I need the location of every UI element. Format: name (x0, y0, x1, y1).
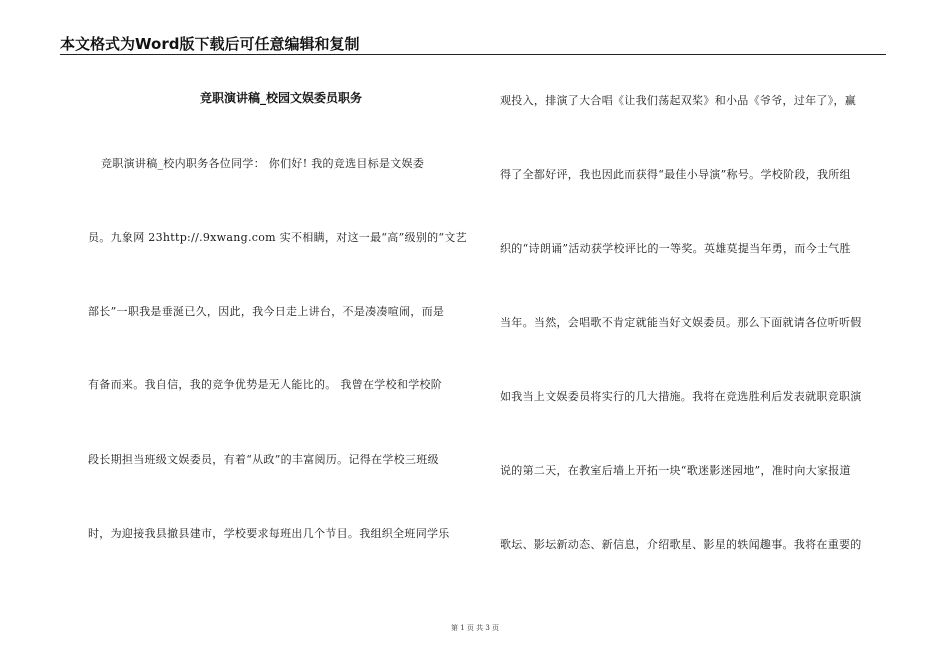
banner-divider (60, 54, 886, 55)
right-line-1: 观投入，排演了大合唱《让我们荡起双桨》和小品《爷爷，过年了》，赢 (500, 94, 857, 107)
right-line-2: 得了全都好评，我也因此而获得“最佳小导演”称号。学校阶段，我所组 (500, 168, 851, 181)
left-line-2: 员。九象网 23http://.9xwang.com 实不相瞒，对这一最“高”级别的“文艺 (88, 231, 467, 244)
right-line-6: 说的第二天，在教室后墙上开拓一块“歌迷影迷园地”，准时向大家报道 (500, 464, 851, 477)
right-line-4: 当年。当然，会唱歌不肯定就能当好文娱委员。那么下面就请各位听听假 (500, 316, 862, 329)
left-line-6: 时，为迎接我县撤县建市，学校要求每班出几个节目。我组织全班同学乐 (88, 527, 450, 540)
left-line-5: 段长期担当班级文娱委员，有着“从政”的丰富阅历。记得在学校三班级 (88, 453, 439, 466)
left-line-4: 有备而来。我自信，我的竞争优势是无人能比的。 我曾在学校和学校阶 (88, 378, 443, 391)
right-line-5: 如我当上文娱委员将实行的几大措施。我将在竞选胜利后发表就职竞职演 (500, 390, 862, 403)
document-title: 竞职演讲稿_校园文娱委员职务 (199, 91, 362, 105)
right-line-7: 歌坛、影坛新动态、新信息，介绍歌星、影星的轶闻趣事。我将在重要的 (500, 538, 862, 551)
download-banner: 本文格式为Word版下载后可任意编辑和复制 (60, 35, 360, 53)
page-number: 第 1 页 共 3 页 (450, 624, 500, 632)
left-line-3: 部长”一职我是垂涎已久，因此，我今日走上讲台，不是凑凑喧闹，而是 (88, 305, 445, 318)
right-line-3: 织的“诗朗诵”活动获学校评比的一等奖。英雄莫提当年勇，而今士气胜 (500, 242, 851, 255)
left-line-1: 竞职演讲稿_校内职务各位同学： 你们好! 我的竞选目标是文娱委 (101, 157, 425, 170)
